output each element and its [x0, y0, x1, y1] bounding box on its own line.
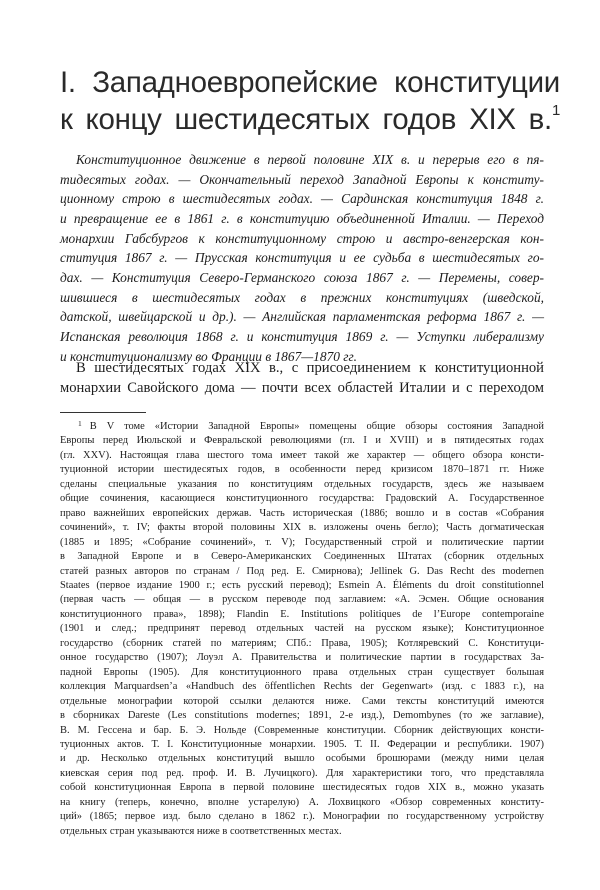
- footnote-line: $^1$ В V томе «Истории Западной Европы» помещены общие обзоры состояния Западной: [78, 419, 544, 432]
- summary-line: и конституционализму во Франции в 1867—1870 гг.: [60, 348, 357, 364]
- chapter-summary: [60, 150, 544, 366]
- footnote-line: туционных актов. Т. I. Конституционные монархии. 1905. Т. II. Федерации и республики. 1907): [60, 738, 544, 750]
- footnote-line: (1885 и 1895; «Собрание сочинений», т. V); Государственный строй и политические партии: [60, 536, 544, 548]
- body-line: монархии Савойского дома — почти всех областей Италии и с переходом: [60, 380, 544, 396]
- footnote-line: падной Европы (1905). Для конституционного права отдельных стран существует большая: [60, 666, 544, 678]
- footnote-line: В. М. Гессена и бар. Б. Э. Нольде (Современные конституции. Сборник действующих консти-: [60, 724, 544, 736]
- footnote-line: сделаны специальные указания по конституциям отдельных государств, здесь же называем: [60, 478, 544, 490]
- footnote-line: (первая часть — общая — в русском переводе под заглавием: «А. Эсмен. Общие основания: [60, 594, 544, 606]
- summary-line: дах. — Конституция Северо-Германского союза 1867 г. — Перемены, совер-: [60, 269, 544, 285]
- summary-line: Конституционное движение в первой половине XIX в. и перерыв его в пя-: [76, 152, 544, 167]
- summary-line: ционному строю в шестидесятых годах. — Сардинская конституция 1848 г.: [60, 191, 544, 207]
- footnote-line: онное государство (1907); Лоуэл А. Правительства и политические партии в государствах За-: [60, 652, 544, 664]
- body-paragraph: [60, 358, 544, 398]
- footnote-line: в Западной Европе и в Северо-Американских Соединенных Штатах (сборник отдельных: [60, 551, 544, 563]
- footnote-line: коллекция Marquardsen’a «Handbuch des öffentlichen Rechts der Gegenwart» (изд. с 1883 г.), на: [60, 681, 544, 693]
- summary-line: и превращение ее в 1861 г. в конституцию объединенной Италии. — Переход: [60, 210, 544, 226]
- footnote: [60, 417, 544, 839]
- footnote-line: государство (сборник статей по материям; СПб.: Права, 1905); Котляревский С. Конституци-: [60, 637, 544, 649]
- summary-line: шившиеся в шестидесятых годах в прежних конституциях (шведской,: [60, 289, 544, 305]
- footnote-line: общие сочинения, касающиеся конституционного государства: Градовский А. Государственное: [60, 493, 544, 505]
- summary-line: монархии Габсбургов к конституционному строю и австро-венгерская кон-: [60, 230, 544, 246]
- summary-line: датской, швейцарской и др.). — Английская парламентская реформа 1867 г. —: [60, 309, 544, 325]
- footnote-line: отдельные монографии которой ссылки делаются ниже. Сами тексты конституций имеются: [60, 695, 544, 707]
- footnote-line: (гл. XXV). Настоящая глава шестого тома имеет такой же характер — общего обзора консти-: [60, 449, 544, 461]
- chapter-title-line-2: к концу шестидесятых годов XIX в.$^1$: [60, 102, 560, 136]
- footnote-line: ций» (1865; первое изд. было сделано в 1862 г.). Монографии по государственному устройству: [60, 811, 544, 823]
- chapter-footnote-marker[interactable]: 1: [551, 102, 560, 119]
- footnote-number: 1: [78, 419, 82, 428]
- footnote-line: в сборниках Dareste (Les constitutions modernes; 1891, 2-е изд.), Demombynes (то же заглавие),: [60, 710, 544, 722]
- body-line: В шестидесятых годах XIX в., с присоединением к конституционной: [76, 360, 544, 376]
- footnote-line: сочинений», т. IV; факты второй половины XIX в. изложены очень бегло); Часть догматическая: [60, 522, 544, 534]
- summary-line: тидесятых годах. — Окончательный переход Западной Европы к конститу-: [60, 171, 544, 187]
- chapter-title: [60, 64, 560, 138]
- chapter-title-line-1: I. Западноевропейские конституции: [60, 66, 560, 99]
- footnote-line: Европы перед Июльской и Февральской революциями (гл. I и XVIII) и в пятидесятых годах: [60, 435, 544, 447]
- footnote-line: и др. Несколько отдельных конституций вышло особыми брошюрами (между ними целая: [60, 753, 544, 765]
- footnote-line: Staates (первое издание 1900 г.; есть русский перевод); Esmein A. Éléments du droit constitutionnel: [60, 579, 544, 591]
- footnote-divider: [60, 412, 146, 413]
- footnote-line: конституционного права», 1898); Flandin E. Institutions politiques de l’Europe contemporaine: [60, 608, 544, 620]
- footnote-line: статей разных авторов по странам / Под ред. Е. Смирнова); Jellinek G. Das Recht des modernen: [60, 565, 544, 577]
- footnote-line: киевская серия под ред. проф. И. В. Лучицкого). Для характеристики того, что представляла: [60, 767, 544, 779]
- summary-line: Испанская революция 1868 г. и конституция 1869 г. — Уступки либерализму: [60, 328, 544, 344]
- footnote-line: (1901 и след.; предпринят перевод отдельных частей на русском языке); Конституционное: [60, 623, 544, 635]
- summary-line: ституция 1867 г. — Прусская конституция и ее судьба в шестидесятых го-: [60, 250, 544, 266]
- footnote-line: отдельных стран указываются ниже в соответственных местах.: [60, 825, 342, 837]
- footnote-line: собой конституционная Европа в первой половине шестидесятых годов XIX в., можно указать: [60, 782, 544, 794]
- footnote-line: на книгу (теперь, конечно, вполне устарелую) А. Лохвицкого «Обзор современных конститу-: [60, 796, 544, 808]
- footnote-line: право важнейших европейских держав. Часть историческая (1886; вошло и в состав «Собрания: [60, 507, 544, 519]
- footnote-line: туционной истории шестидесятых годов, в особенности перед кризисом 1870–1871 гг. Ниже: [60, 464, 544, 476]
